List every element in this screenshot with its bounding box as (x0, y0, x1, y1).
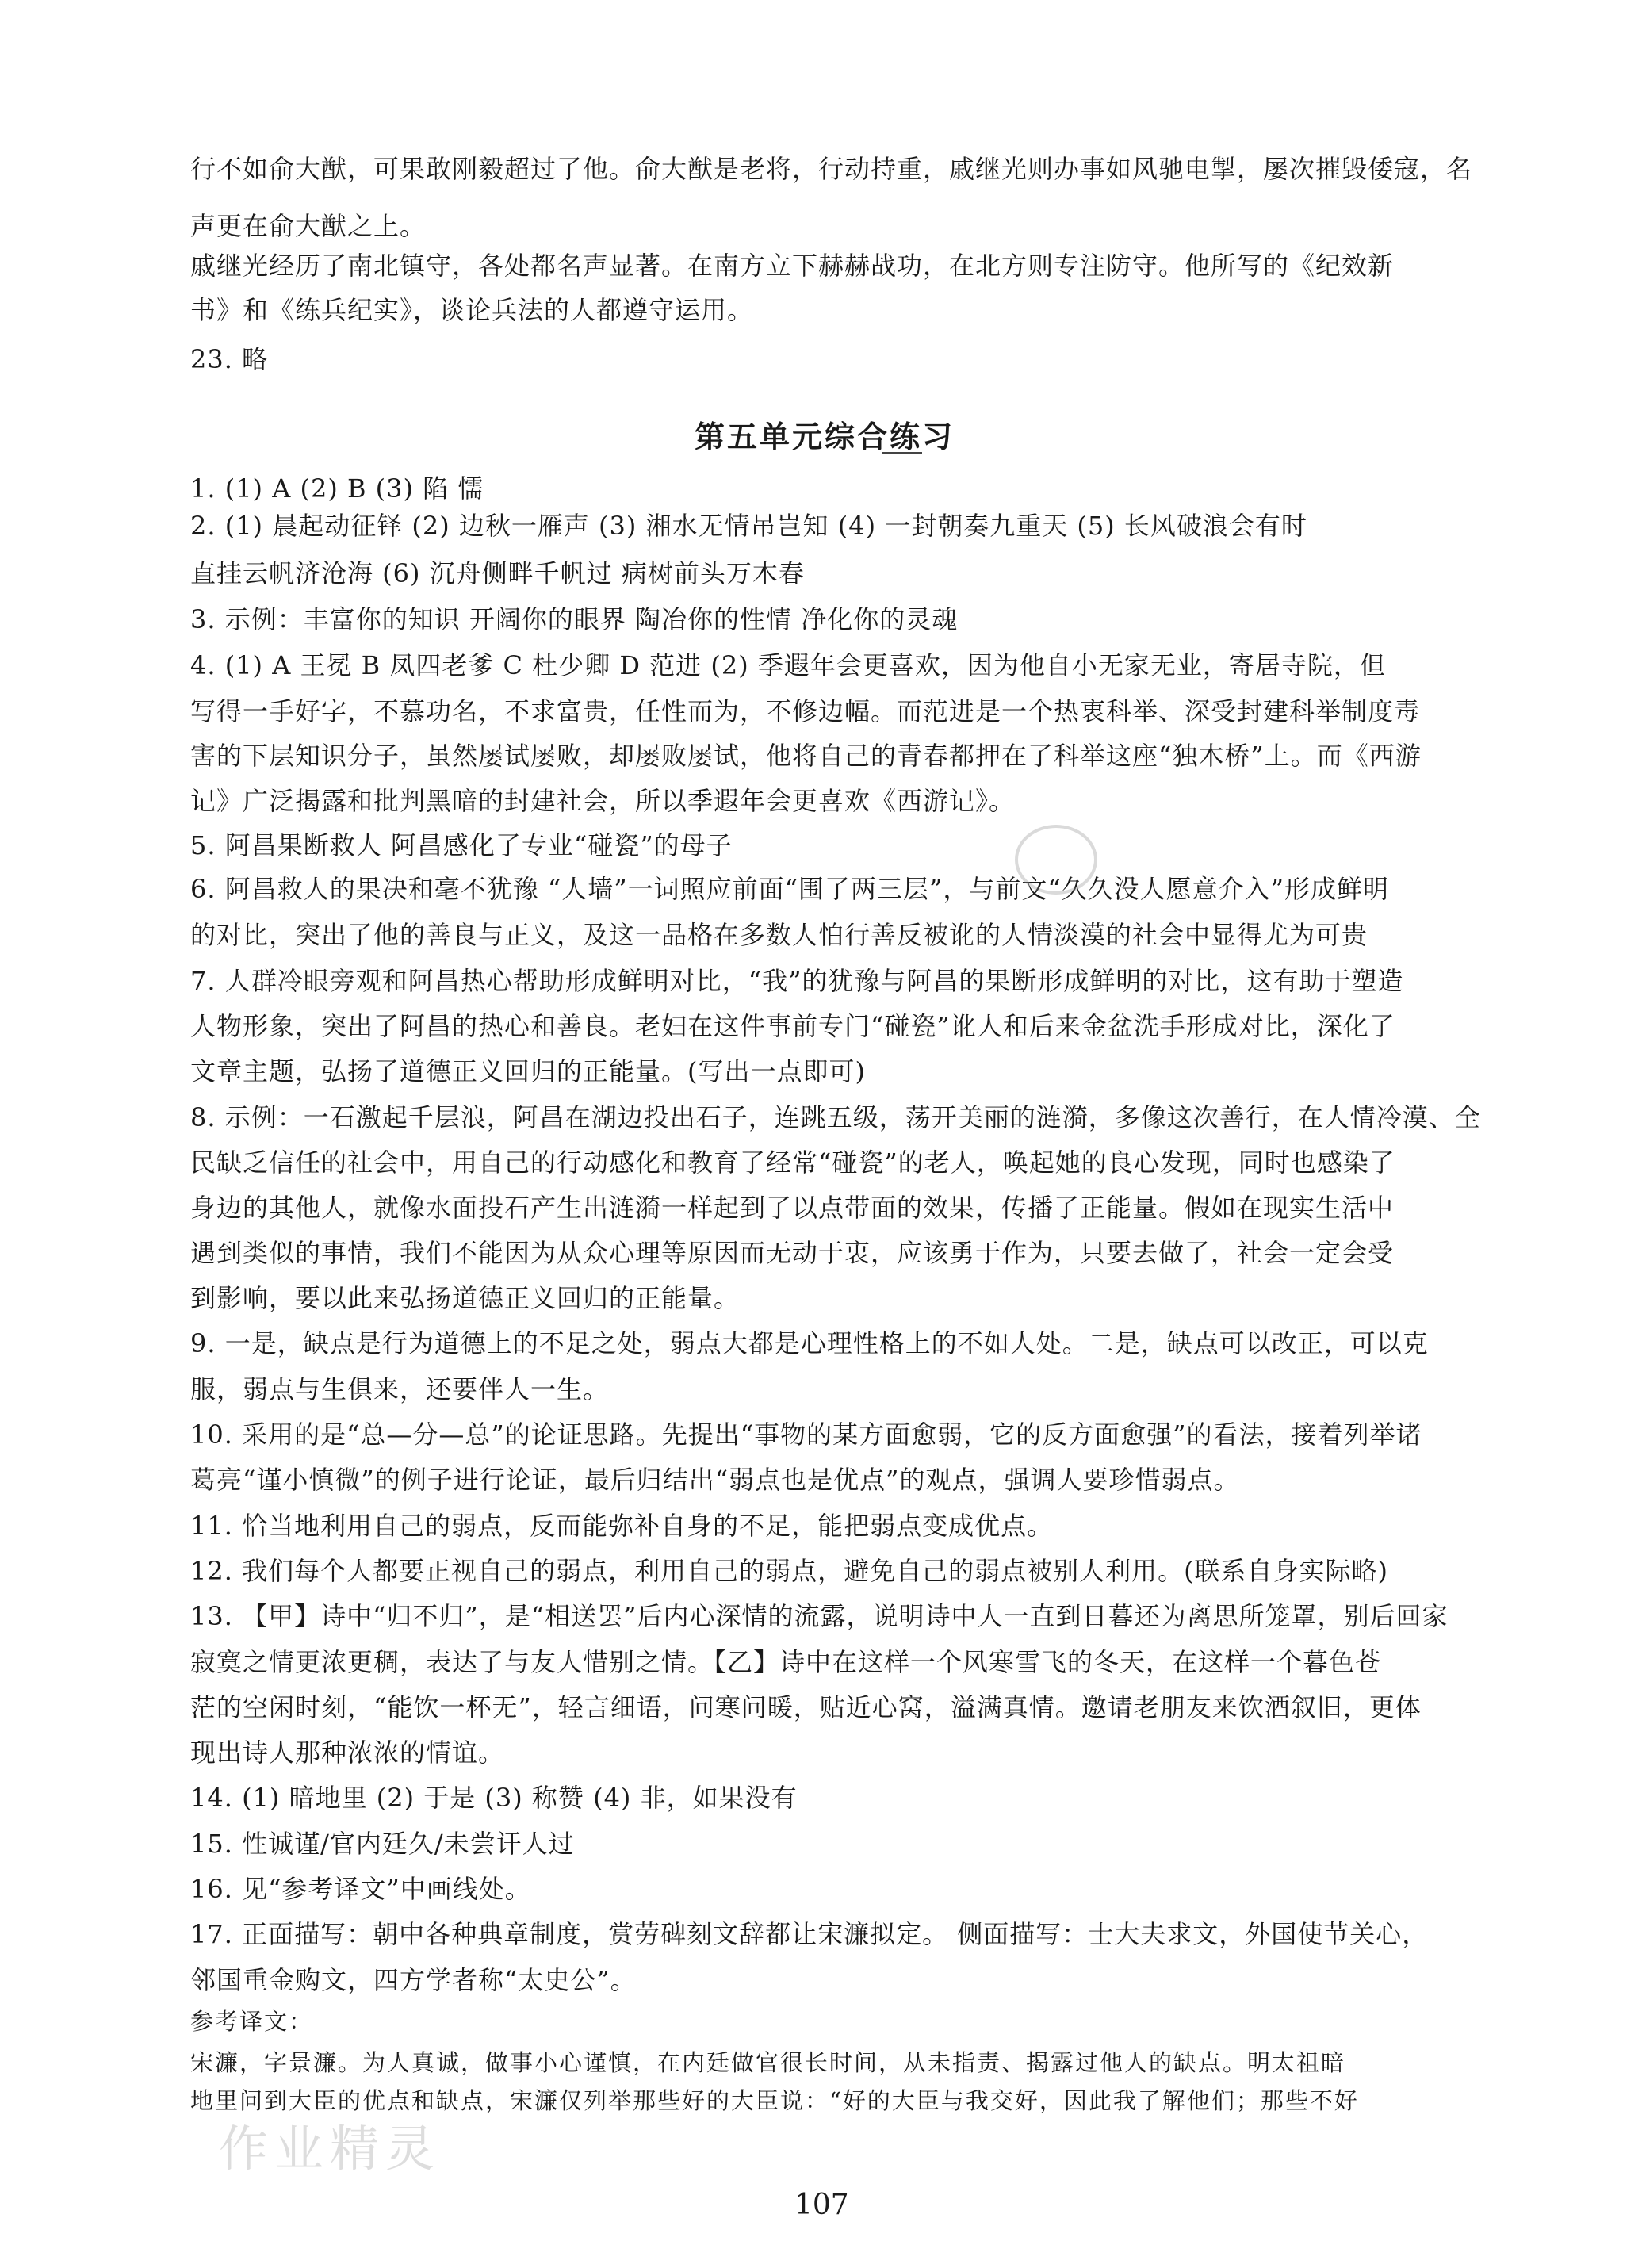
answer-line: 身边的其他人，就像水面投石产生出涟漪一样起到了以点带面的效果，传播了正能量。假如在现实生活中 (190, 1193, 1395, 1223)
faint-stamp-mark (1015, 825, 1097, 895)
answer-line: 14. (1) 暗地里 (2) 于是 (3) 称赞 (4) 非，如果没有 (190, 1783, 798, 1813)
answer-line: 到影响，要以此来弘扬道德正义回归的正能量。 (190, 1283, 741, 1313)
answer-line: 茫的空闲时刻，“能饮一杯无”，轻言细语，问寒问暖，贴近心窝，溢满真情。邀请老朋友来饮酒叙旧，更体 (190, 1692, 1422, 1722)
answer-line: 写得一手好字，不慕功名，不求富贵，任性而为，不修边幅。而范进是一个热衷科举、深受封建科举制度毒 (190, 696, 1421, 726)
answer-line: 4. (1) A 王冕 B 凤四老爹 C 杜少卿 D 范进 (2) 季遐年会更喜欢，因为他自小无家无业，寄居寺院，但 (190, 650, 1386, 680)
reference-heading: 参考译文： (190, 2008, 314, 2035)
answer-line: 葛亮“谨小慎微”的例子进行论证，最后归结出“弱点也是优点”的观点，强调人要珍惜弱点。 (190, 1465, 1240, 1495)
answer-line: 11. 恰当地利用自己的弱点，反而能弥补自身的不足，能把弱点变成优点。 (190, 1511, 1054, 1541)
answer-line: 6. 阿昌救人的果决和毫不犹豫 “人墙”一词照应前面“围了两三层”，与前文“久久没人愿意介入”形成鲜明 (190, 874, 1390, 904)
answer-line: 现出诗人那种浓浓的情谊。 (190, 1737, 505, 1768)
answer-line: 记》广泛揭露和批判黑暗的封建社会，所以季遐年会更喜欢《西游记》。 (190, 786, 1016, 816)
answer-line: 8. 示例：一石激起千层浪，阿昌在湖边投出石子，连跳五级，荡开美丽的涟漪，多像这次善行，在人情冷漠、全 (190, 1102, 1481, 1132)
answer-line: 9. 一是，缺点是行为道德上的不足之处，弱点大都是心理性格上的不如人处。二是，缺点可以改正，可以克 (190, 1328, 1429, 1358)
answer-line: 17. 正面描写：朝中各种典章制度，赏劳碑刻文辞都让宋濂拟定。 侧面描写：士大夫求文，外国使节关心， (190, 1919, 1429, 1949)
title-underline-mark (882, 452, 922, 454)
answer-line: 文章主题，弘扬了道德正义回归的正能量。(写出一点即可) (190, 1056, 866, 1086)
answer-line: 服，弱点与生俱来，还要伴人一生。 (190, 1374, 610, 1404)
answer-line: 7. 人群冷眼旁观和阿昌热心帮助形成鲜明对比，“我”的犹豫与阿昌的果断形成鲜明的对比，这有助于塑造 (190, 966, 1404, 996)
answer-line: 5. 阿昌果断救人 阿昌感化了专业“碰瓷”的母子 (190, 830, 733, 860)
page-number: 107 (794, 2189, 849, 2221)
answer-line: 15. 性诚谨/官内廷久/未尝讦人过 (190, 1829, 575, 1859)
answer-line: 3. 示例：丰富你的知识 开阔你的眼界 陶冶你的性情 净化你的灵魂 (190, 604, 959, 634)
answer-line: 遇到类似的事情，我们不能因为从众心理等原因而无动于衷，应该勇于作为，只要去做了，社会一定会受 (190, 1238, 1395, 1268)
answer-line: 1. (1) A (2) B (3) 陷 懦 (190, 473, 484, 504)
answer-line: 16. 见“参考译文”中画线处。 (190, 1874, 531, 1904)
answer-line: 的对比，突出了他的善良与正义，及这一品格在多数人怕行善反被讹的人情淡漠的社会中显得尤为可贵 (190, 920, 1368, 950)
answer-line: 邻国重金购文，四方学者称“太史公”。 (190, 1965, 637, 1995)
text-line: 行不如俞大猷，可果敢刚毅超过了他。俞大猷是老将，行动持重，戚继光则办事如风驰电掣，屡次摧毁倭寇，名 (190, 154, 1473, 184)
answer-line: 民缺乏信任的社会中，用自己的行动感化和教育了经常“碰瓷”的老人，唤起她的良心发现，同时也感染了 (190, 1147, 1395, 1178)
answer-line: 2. (1) 晨起动征铎 (2) 边秋一雁声 (3) 湘水无情吊岂知 (4) 一封朝奏九重天 (5) 长风破浪会有时 (190, 511, 1307, 541)
text-line: 声更在俞大猷之上。 (190, 211, 427, 241)
answer-line: 人物形象，突出了阿昌的热心和善良。老妇在这件事前专门“碰瓷”讹人和后来金盆洗手形成对比，深化了 (190, 1011, 1395, 1041)
text-line: 书》和《练兵纪实》，谈论兵法的人都遵守运用。 (190, 295, 754, 325)
answer-line: 直挂云帆济沧海 (6) 沉舟侧畔千帆过 病树前头万木春 (190, 558, 805, 588)
answer-line: 寂寞之情更浓更稠，表达了与友人惜别之情。【乙】诗中在这样一个风寒雪飞的冬天，在这样一个暮色苍 (190, 1647, 1382, 1677)
reference-line: 宋濂，字景濂。为人真诚，做事小心谨慎，在内廷做官很长时间，从未指责、揭露过他人的缺点。明太祖暗 (190, 2049, 1346, 2076)
reference-line: 地里问到大臣的优点和缺点，宋濂仅列举那些好的大臣说：“好的大臣与我交好，因此我了解他们；那些不好 (190, 2087, 1359, 2114)
answer-line: 10. 采用的是“总—分—总”的论证思路。先提出“事物的某方面愈弱，它的反方面愈强”的看法，接着列举诸 (190, 1419, 1422, 1450)
answer-line: 12. 我们每个人都要正视自己的弱点，利用自己的弱点，避免自己的弱点被别人利用。(联系自身实际略) (190, 1556, 1389, 1586)
text-line: 戚继光经历了南北镇守，各处都名声显著。在南方立下赫赫战功，在北方则专注防守。他所写的《纪效新 (190, 251, 1395, 281)
answer-line: 13. 【甲】诗中“归不归”，是“相送罢”后内心深情的流露，说明诗中人一直到日暮还为离思所笼罩，别后回家 (190, 1601, 1449, 1631)
text-line: 23. 略 (190, 344, 269, 374)
section-title: 第五单元综合练习 (694, 419, 955, 454)
watermark-text: 作业精灵 (219, 2120, 442, 2178)
answer-line: 害的下层知识分子，虽然屡试屡败，却屡败屡试，他将自己的青春都押在了科举这座“独木桥”上。而《西游 (190, 741, 1422, 771)
